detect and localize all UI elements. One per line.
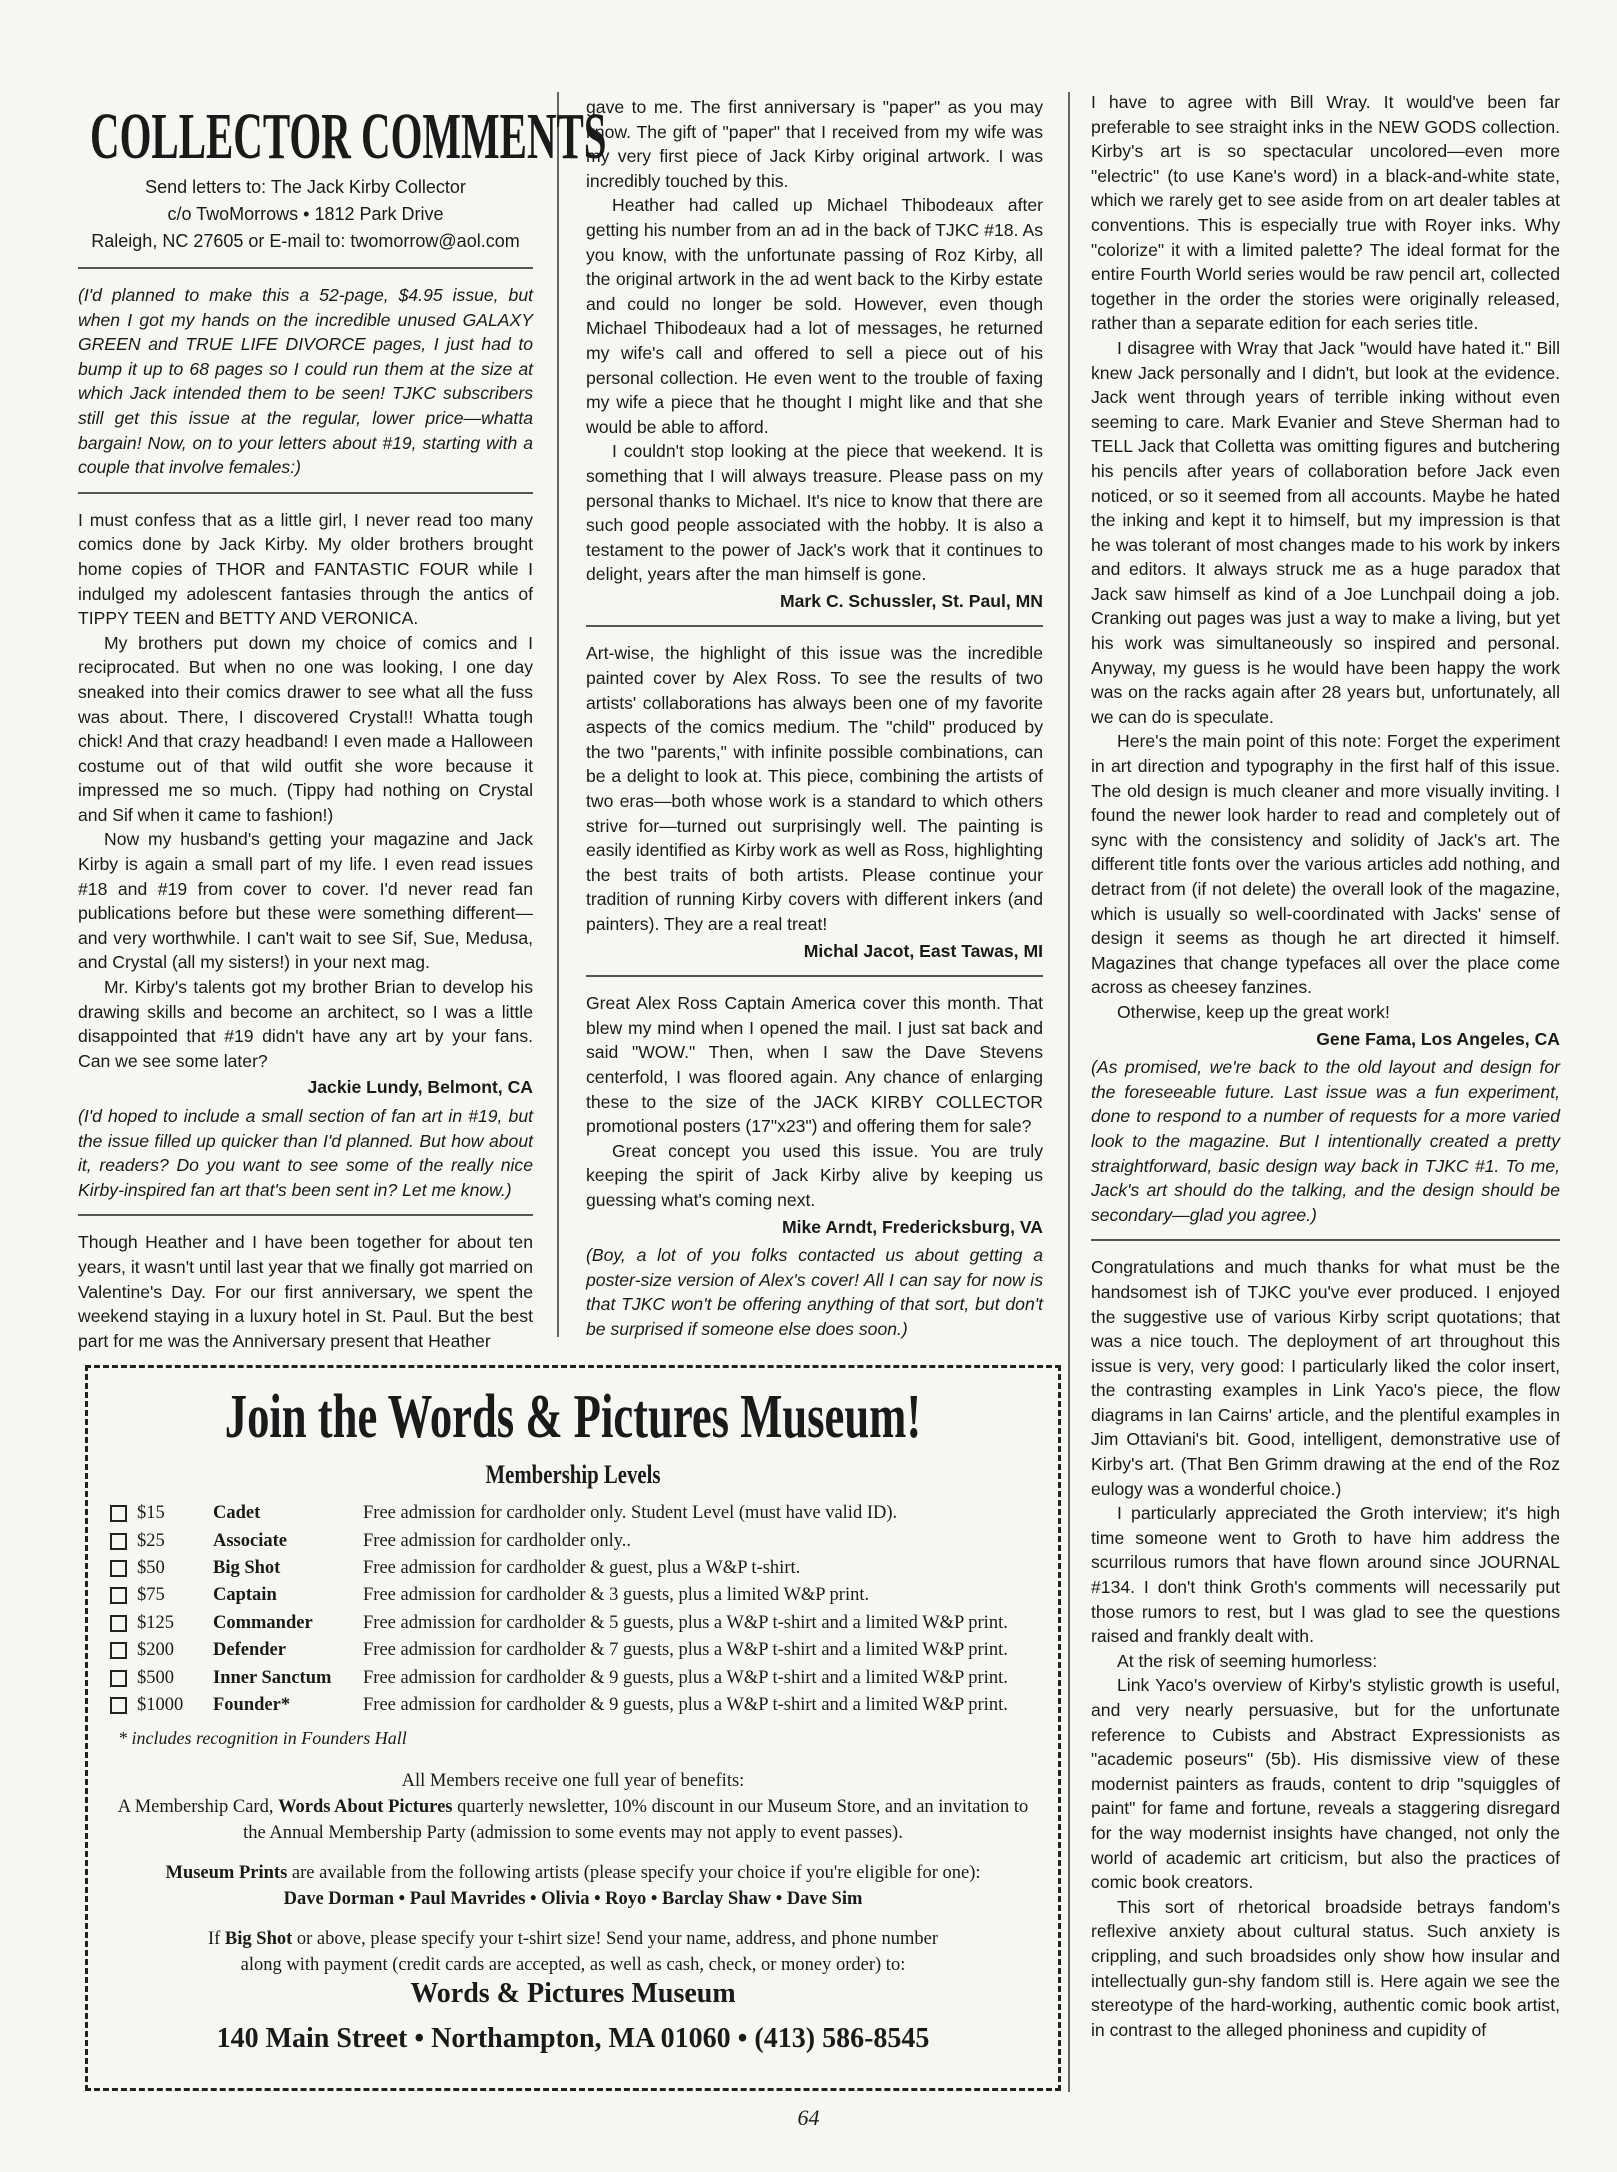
page-number: 64 (797, 2105, 820, 2130)
benefits-line: the Annual Membership Party (admission to some events may not apply to event passes). (243, 1823, 903, 1843)
checkbox[interactable] (110, 1560, 127, 1577)
letter-paragraph: I have to agree with Bill Wray. It would've been far preferable to see straight inks in the NEW GODS collection. Kirby's art is so spectacular uncolored—even more "electric" (to use Kane's word) in a black-and-white state, which we rarely get to see aside from on art dealer tables at conventions. This is especially true with Royer inks. Why "colorize" it with a limited palette? The ideal format for the entire Fourth World series would be raw pencil art, collected together in the order the stories were originally released, rather than a separate edition for each series title. (1091, 92, 1560, 334)
letter-paragraph: Great Alex Ross Captain America cover this month. That blew my mind when I opened the mail. I just sat back and said "WOW." Then, when I saw the Dave Stevens centerfold, I was floored again. Any chance of enlarging these to the size of the JACK KIRBY COLLECTOR promotional posters (17"x23") and offering them for sale? (586, 993, 1043, 1137)
ad-title: Join the Words & Pictures Museum! (224, 1383, 922, 1451)
checkbox[interactable] (110, 1697, 127, 1714)
letter-signature: Michal Jacot, East Tawas, MI (803, 940, 1043, 961)
level-description: Free admission for cardholder & 7 guests, plus a W&P t-shirt and a limited W&P print. (363, 1640, 1008, 1661)
level-amount: $1000 (137, 1694, 184, 1715)
page-title: COLLECTOR COMMENTS (90, 100, 607, 173)
divider (586, 625, 1043, 627)
level-name: Big Shot (213, 1557, 281, 1578)
divider (1091, 1239, 1560, 1241)
letter-paragraph: Great concept you used this issue. You are truly keeping the spirit of Jack Kirby alive by keeping us guessing what's coming next. (586, 1140, 1043, 1210)
address-line-1: Send letters to: The Jack Kirby Collector (145, 177, 466, 197)
level-description: Free admission for cardholder & guest, plus a W&P t-shirt. (363, 1557, 801, 1578)
column-divider-2 (1068, 92, 1070, 2092)
letter-paragraph: Mr. Kirby's talents got my brother Brian to develop his drawing skills and become an architect, so I was a little disappointed that #19 didn't have any art by your fans. Can we see some later? (78, 977, 533, 1071)
membership-level-row (110, 1610, 1040, 1637)
museum-advertisement (85, 1365, 1061, 2091)
membership-level-row (110, 1664, 1040, 1691)
shirt-text: or above, please specify your t-shirt size! Send your name, address, and phone number (292, 1929, 939, 1949)
membership-level-row (110, 1527, 1040, 1554)
letter-paragraph: I disagree with Wray that Jack "would have hated it." Bill knew Jack personally and I didn't, but look at the evidence. Jack went through years of terrible inking without even seeming to care. Mark Evanier and Steve Sherman had to TELL Jack that Colletta was omitting figures and butchering his pencils after years of collaboration before Jack even noticed, or so it seemed from all accounts. Maybe he hated the inking and kept it to himself, but my impression is that he was tolerant of most changes made to his work by inkers and editors. It always struck me as a huge paradox that Jack saw himself as kind of a Joe Lunchpail doing a job. Cranking out pages was just a way to make a living, but yet his work was simultaneously so inspired and personal. Anyway, my guess is he would have been happy the work was on the racks again after 28 years but, unfortunately, all we can do is speculate. (1091, 337, 1560, 727)
benefits-text: A Membership Card, (117, 1797, 279, 1817)
letter-signature: Mike Arndt, Fredericksburg, VA (781, 1216, 1043, 1237)
membership-level-row (110, 1500, 1040, 1527)
checkbox[interactable] (110, 1587, 127, 1604)
prints-artists: Dave Dorman • Paul Mavrides • Olivia • Royo • Barclay Shaw • Dave Sim (283, 1889, 863, 1909)
editor-reply: (I'd hoped to include a small section of fan art in #19, but the issue filled up quicker than I'd planned. But how about it, readers? Do you want to see some of the really nice Kirby-inspired fan art that's been sent in? Let me know.) (78, 1106, 533, 1200)
divider (78, 492, 533, 494)
letter-signature: Jackie Lundy, Belmont, CA (307, 1077, 533, 1098)
checkbox[interactable] (110, 1642, 127, 1659)
letter-signature: Mark C. Schussler, St. Paul, MN (779, 590, 1043, 611)
shirt-line: along with payment (credit cards are accepted, as well as cash, check, or money order) to: (240, 1955, 906, 1975)
level-name: Captain (213, 1585, 277, 1606)
level-name: Associate (213, 1530, 287, 1551)
level-description: Free admission for cardholder only.. (363, 1530, 632, 1551)
letter-paragraph: Heather had called up Michael Thibodeaux after getting his number from an ad in the back of TJKC #18. As you know, with the unfortunate passing of Roz Kirby, all the original artwork in the ad went back to the Kirby estate and could no longer be sold. However, even though Michael Thibodeaux had a lot of messages, he returned my wife's call and offered to sell a piece out of his personal collection. He even went to the trouble of faxing my wife a piece that he thought I might like and that she would be able to afford. (586, 195, 1043, 437)
membership-level-row (110, 1637, 1040, 1664)
address-line-2: c/o TwoMorrows • 1812 Park Drive (167, 204, 444, 224)
membership-level-row (110, 1582, 1040, 1609)
shirt-line (88, 1926, 1058, 1952)
column-3 (1091, 90, 1560, 2042)
level-amount: $500 (137, 1667, 174, 1688)
level-description: Free admission for cardholder & 5 guests, plus a W&P t-shirt and a limited W&P print. (363, 1612, 1008, 1633)
shirt-text: If (207, 1929, 225, 1949)
column-1 (78, 100, 607, 1353)
checkbox[interactable] (110, 1615, 127, 1632)
address-line-3: Raleigh, NC 27605 or E-mail to: twomorrow@aol.com (91, 231, 520, 251)
divider (78, 1214, 533, 1216)
checkbox[interactable] (110, 1670, 127, 1687)
divider (78, 267, 533, 269)
letter-paragraph: Now my husband's getting your magazine and Jack Kirby is again a small part of my life. I even read issues #18 and #19 from cover to cover. I'd never read fan publications before but these were something different—and very worthwhile. I can't wait to see Sif, Sue, Medusa, and Crystal (all my sisters!) in your next mag. (78, 829, 533, 973)
museum-name: Words & Pictures Museum (410, 1978, 736, 2009)
level-description: Free admission for cardholder & 3 guests, plus a limited W&P print. (363, 1585, 870, 1606)
level-amount: $25 (137, 1530, 165, 1551)
level-name: Inner Sanctum (213, 1667, 332, 1688)
membership-level-row (110, 1692, 1040, 1719)
checkbox[interactable] (110, 1505, 127, 1522)
membership-level-row (110, 1555, 1040, 1582)
membership-levels (110, 1500, 1040, 1719)
letter-paragraph: At the risk of seeming humorless: (1117, 1650, 1378, 1671)
editor-intro: (I'd planned to make this a 52-page, $4.95 issue, but when I got my hands on the incredible unused GALAXY GREEN and TRUE LIFE DIVORCE pages, I just had to bump it up to 68 pages so I could run them at the size at which Jack intended them to be seen! TJKC subscribers still get this issue at the regular, lower price—whatta bargain! Now, on to your letters about #19, starting with a couple that involve females:) (78, 285, 533, 478)
column-2 (586, 95, 1043, 1342)
letter-paragraph: I particularly appreciated the Groth interview; it's high time someone went to Groth to have him address the scurrilous rumors that have flown around since JOURNAL #134. I don't think Groth's comments will necessarily put those rumors to rest, but I was glad to see the questions raised and frankly dealt with. (1091, 1503, 1560, 1647)
benefits-line (88, 1794, 1058, 1820)
level-amount: $75 (137, 1585, 165, 1606)
letter-paragraph: I must confess that as a little girl, I never read too many comics done by Jack Kirby. My older brothers brought home copies of THOR and FANTASTIC FOUR while I indulged my adolescent fantasies through the antics of TIPPY TEEN and BETTY AND VERONICA. (78, 509, 533, 629)
checkbox[interactable] (110, 1533, 127, 1550)
level-name: Defender (213, 1640, 286, 1661)
editor-reply: (Boy, a lot of you folks contacted us about getting a poster-size version of Alex's cover! All I can say for now is that TJKC won't be offering anything of that sort, but don't be surprised if someone else does soon.) (586, 1245, 1043, 1339)
column-divider-1 (557, 92, 559, 1337)
level-name: Cadet (213, 1503, 261, 1524)
prints-text: are available from the following artists (please specify your choice if you're eligible for one): (287, 1863, 981, 1883)
prints-line (88, 1860, 1058, 1886)
letter-paragraph: Congratulations and much thanks for what must be the handsomest ish of TJKC you've ever produced. I enjoyed the suggestive use of various Kirby script quotations; that was a nice touch. The deployment of art throughout this issue is very, very good: I particularly liked the color insert, the contrasting examples in Link Yaco's piece, the flow diagrams in Ian Cairns' article, and the plentiful examples in Jim Ottaviani's bit. Good, intelligent, demonstrative use of Kirby's art. (That Ben Grimm drawing at the end of the Roz eulogy was a wonderful choice.) (1091, 1257, 1560, 1499)
letter-paragraph: Link Yaco's overview of Kirby's stylistic growth is useful, and very nearly persuasive, but for the unfortunate reference to Cubists and Abstract Expressionists as "academic poseurs" (5b). His dismissive view of these modernist painters as frauds, content to drip "squiggles of paint" for fame and fortune, reveals a staggering disregard for the way modernist insights have changed, not only the world of academic art criticism, but also the practices of comic book creators. (1091, 1675, 1560, 1893)
benefits-text: quarterly newsletter, 10% discount in our Museum Store, and an invitation to (452, 1797, 1029, 1817)
level-name: Commander (213, 1612, 313, 1633)
level-description: Free admission for cardholder only. Student Level (must have valid ID). (363, 1503, 898, 1524)
benefits-heading: All Members receive one full year of benefits: (401, 1771, 745, 1791)
letter-paragraph: This sort of rhetorical broadside betrays fandom's reflexive anxiety about cultural status. Such anxiety is crippling, and such broadsides only show how insular and intellectually gun-shy fandom still is. Here again we see the stereotype of the hard-working, authentic comic book artist, in contrast to the alleged phoniness and cupidity of (1091, 1896, 1560, 2040)
letter-paragraph: Art-wise, the highlight of this issue was the incredible painted cover by Alex Ross. To see the results of two artists' collaborations has always been one of my favorite aspects of the comics medium. The "child" produced by the two "parents," with infinite possible combinations, can be a delight to look at. This piece, combining the artists of two eras—both whose work is a standard to which others strive for—turned out surprisingly well. The painting is easily identified as Kirby work as well as Ross, highlighting the best traits of both artists. Please continue your tradition of running Kirby covers with different inkers (and painters). They are a real treat! (586, 643, 1043, 934)
editor-reply: (As promised, we're back to the old layout and design for the foreseeable future. Last issue was a fun experiment, done to respond to a number of requests for a more varied look to the magazine. But I intentionally created a pretty straightforward, basic design way back in TJKC #1. To me, Jack's art should do the talking, and the design should be secondary—glad you agree.) (1091, 1057, 1560, 1225)
level-amount: $125 (137, 1612, 174, 1633)
shirt-level: Big Shot (224, 1929, 293, 1949)
level-name: Founder* (213, 1694, 291, 1715)
divider (586, 975, 1043, 977)
letter-paragraph: I couldn't stop looking at the piece that weekend. It is something that I will always treasure. Please pass on my personal thanks to Michael. It's nice to know that there are such good people associated with the hobby. It is also a testament to the power of Jack's work that it continues to delight, years after the man himself is gone. (586, 441, 1043, 585)
letter-signature: Gene Fama, Los Angeles, CA (1316, 1028, 1560, 1049)
level-amount: $200 (137, 1640, 174, 1661)
level-amount: $15 (137, 1503, 165, 1524)
letter-paragraph: Though Heather and I have been together for about ten years, it wasn't until last year that we finally got married on Valentine's Day. For our first anniversary, we spent the weekend staying in a luxury hotel in St. Paul. But the best part for me was the Anniversary present that Heather (78, 1232, 533, 1351)
prints-label: Museum Prints (165, 1863, 288, 1883)
letter-paragraph: Otherwise, keep up the great work! (1117, 1001, 1390, 1022)
founders-note: * includes recognition in Founders Hall (118, 1728, 407, 1748)
letter-paragraph: gave to me. The first anniversary is "paper" as you may know. The gift of "paper" that I received from my wife was my very first piece of Jack Kirby original artwork. I was incredibly touched by this. (586, 97, 1043, 191)
letter-paragraph: My brothers put down my choice of comics and I reciprocated. But when no one was looking, I one day sneaked into their comics drawer to see what all the fuss was about. There, I discovered Crystal!! Whatta tough chick! And that crazy headband! I even made a Halloween costume out of that wild outfit she wore because it impressed me so much. (Tippy had nothing on Crystal and Sif when it came to fashion!) (78, 632, 533, 825)
letter-paragraph: Here's the main point of this note: Forget the experiment in art direction and typography in the first half of this issue. The old design is much cleaner and more visually inviting. I found the newer look harder to read and completely out of sync with the consistency and solidity of Jack's art. The different title fonts over the various articles add nothing, and detract from (if not delete) the overall look of the magazine, which is usually so well-coordinated with Jacks' sense of design it seems as though he art directed it himself. Magazines that change typefaces all over the place come across as cheesey fanzines. (1091, 731, 1560, 998)
museum-address: 140 Main Street • Northampton, MA 01060 • (413) 586-8545 (216, 2023, 930, 2054)
ad-subtitle: Membership Levels (485, 1460, 661, 1489)
newsletter-name: Words About Pictures (278, 1797, 453, 1817)
level-description: Free admission for cardholder & 9 guests, plus a W&P t-shirt and a limited W&P print. (363, 1667, 1008, 1688)
level-description: Free admission for cardholder & 9 guests, plus a W&P t-shirt and a limited W&P print. (363, 1694, 1008, 1715)
level-amount: $50 (137, 1557, 165, 1578)
